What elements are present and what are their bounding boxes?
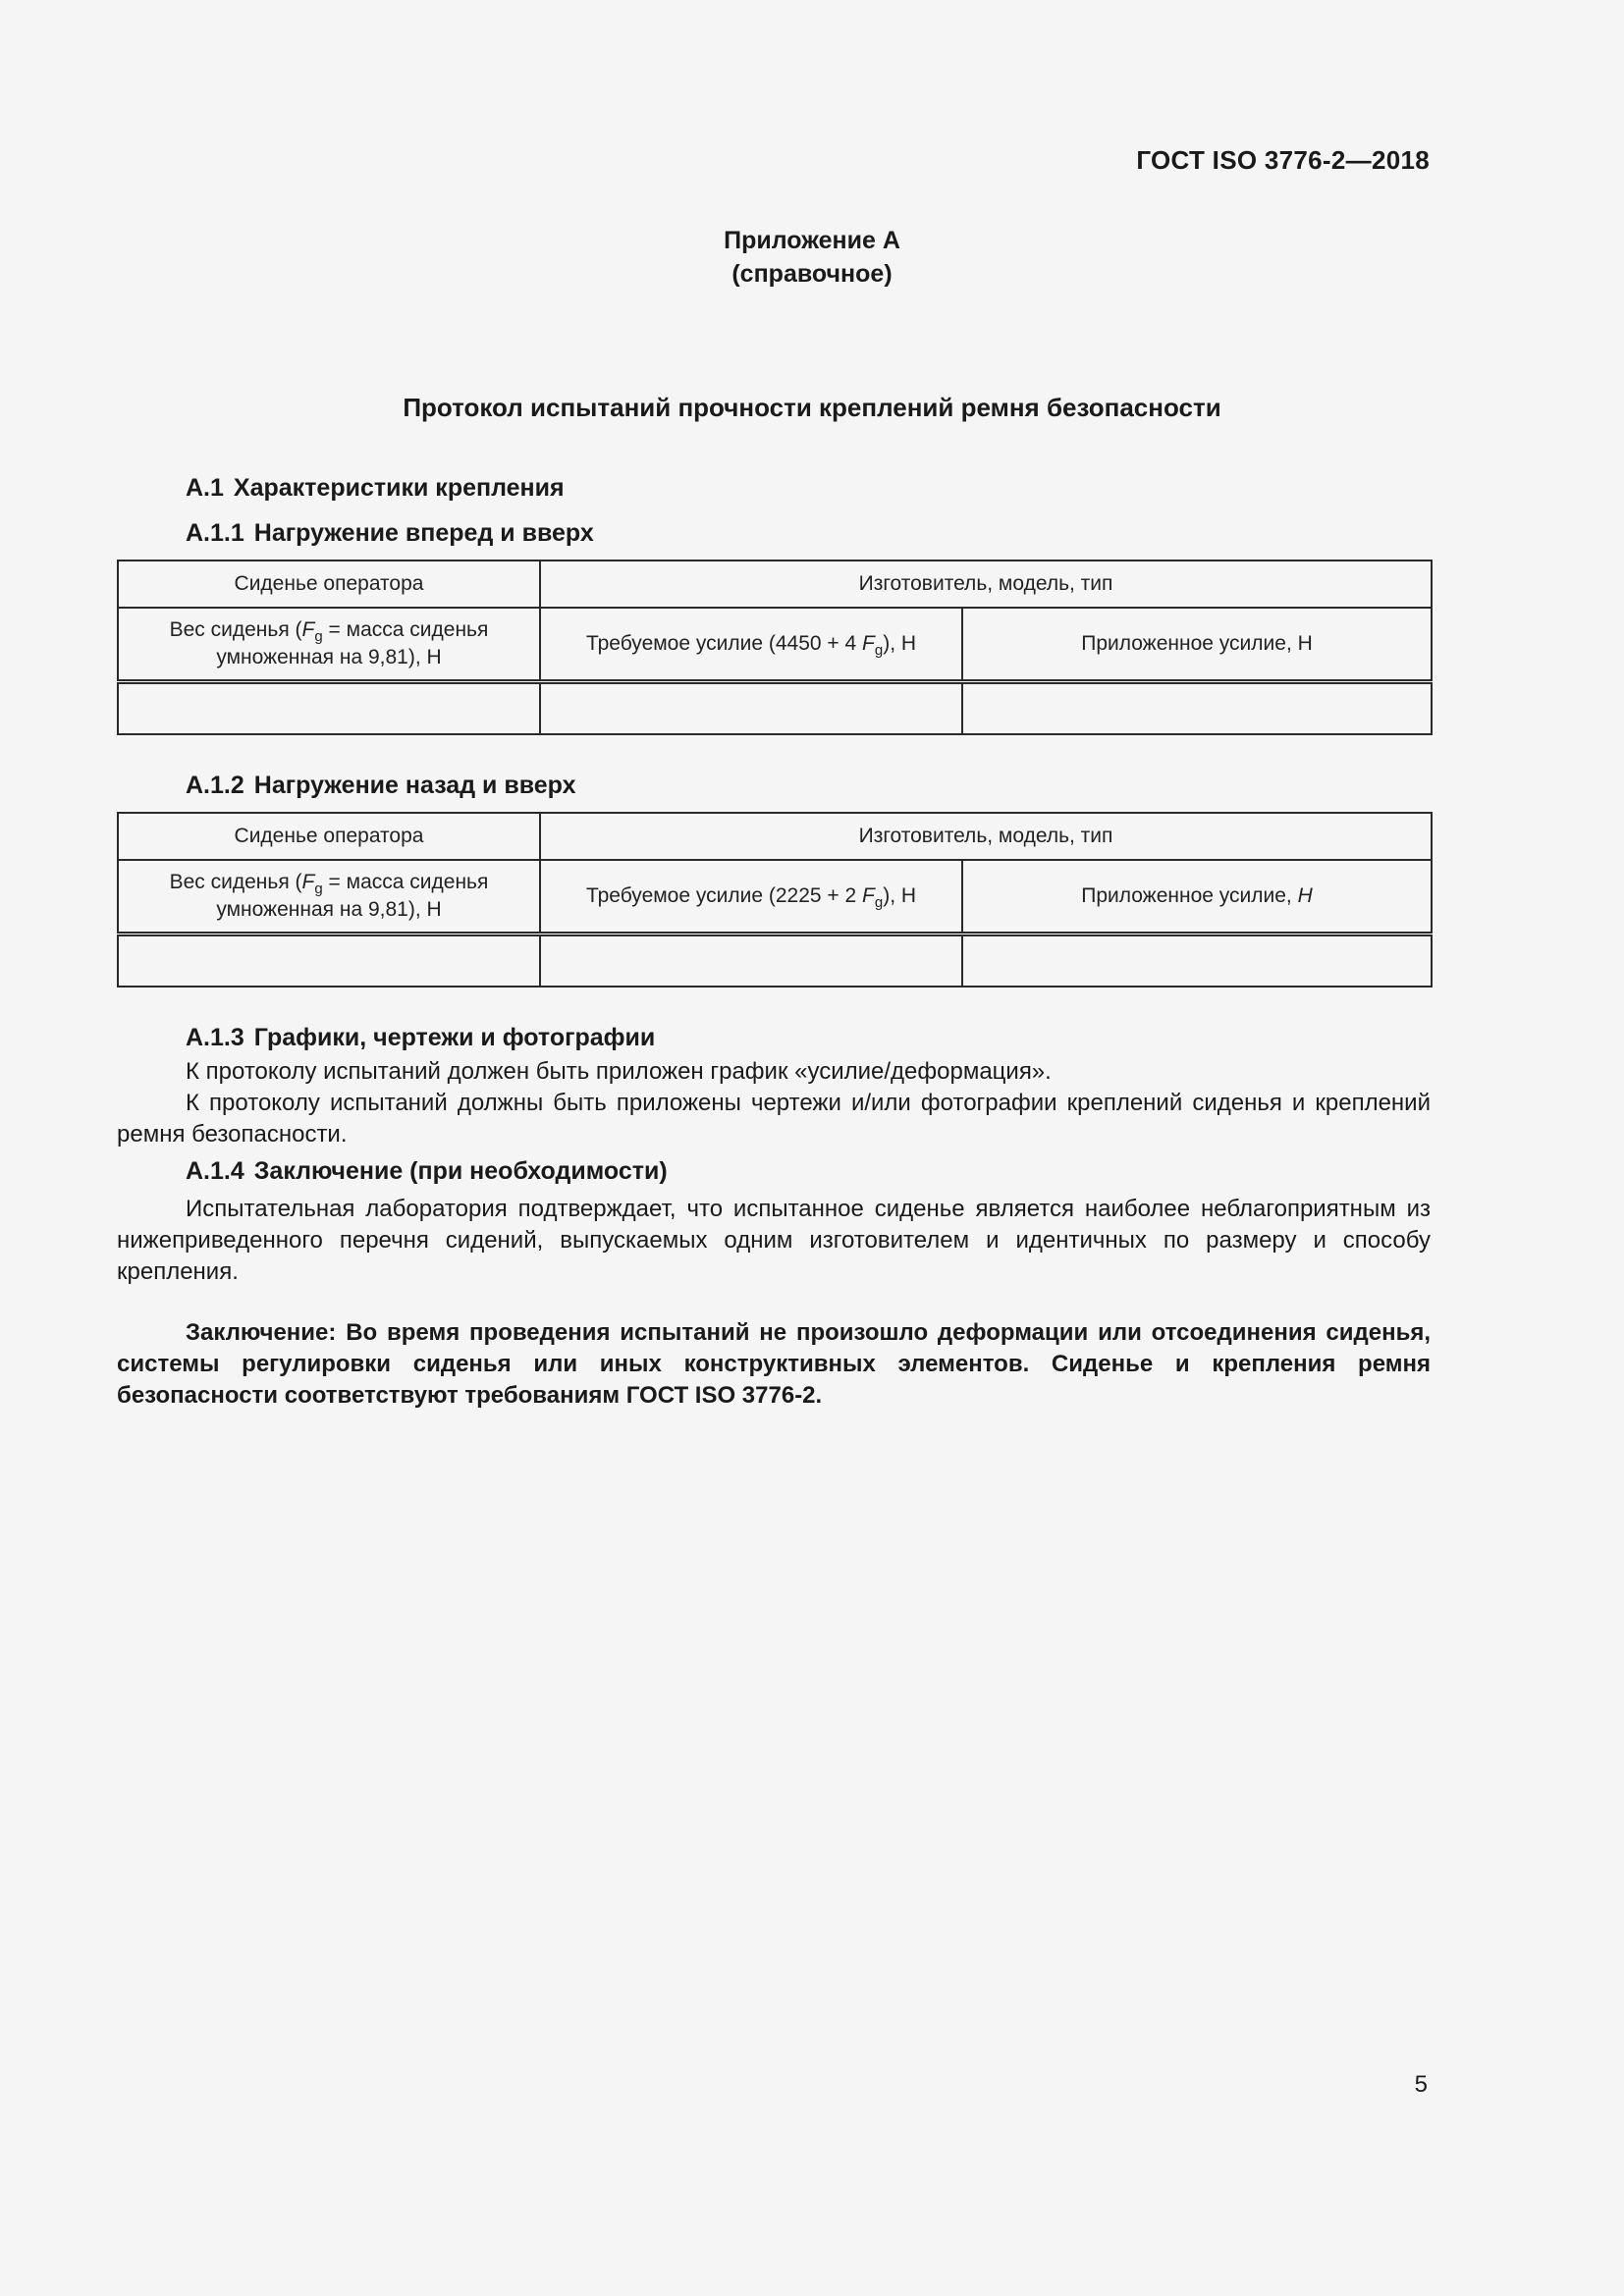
table-cell-applied-force: Приложенное усилие, Н [962,860,1432,934]
table-cell-empty[interactable] [540,682,962,735]
section-number: А.1.3 [186,1024,244,1051]
table-cell-seat-weight: Вес сиденья ($F_g$ = масса сиденья умноженная на 9,81), Н [118,860,540,934]
table-cell-required-force: Требуемое усилие (2225 + 2 $F_g$), Н [540,860,962,934]
section-title: Характеристики крепления [233,474,565,502]
section-heading-a1 [117,471,1431,505]
annex-heading [0,224,1624,291]
table-cell-empty[interactable] [962,934,1432,988]
section-title: Заключение (при необходимости) [253,1157,668,1185]
section-heading-a11 [117,516,1431,550]
table-row [118,682,1432,735]
table-cell-empty[interactable] [118,934,540,988]
table-subheader-row [118,860,1432,934]
table-header-cell-seat: Сиденье оператора [118,813,540,860]
table-header-row [118,561,1432,608]
section-number: А.1.2 [186,772,244,799]
table-rearward-upward [117,812,1433,988]
table-cell-empty[interactable] [540,934,962,988]
table-row [118,934,1432,988]
section-heading-a14 [117,1154,1431,1188]
section-heading-a12 [117,769,1431,802]
table-cell-empty[interactable] [962,682,1432,735]
table-forward-upward [117,560,1433,735]
page-number: 5 [1414,2071,1428,2098]
section-title: Нагружение назад и вверх [253,772,576,799]
standard-number: ГОСТ ISO 3776-2—2018 [1136,145,1430,175]
paragraph: Испытательная лаборатория подтверждает, что испытанное сиденье является наиболее неблагоприятным из нижеприведенного перечня сидений, выпускаемых одним изготовителем и идентичных по размеру и способу крепления. [117,1196,1431,1285]
table-header-cell-manufacturer: Изготовитель, модель, тип [540,813,1432,860]
conclusion-paragraph: Заключение: Во время проведения испытаний не произошло деформации или отсоединения сиденья, системы регулировки сиденья или иных конструктивных элементов. Сиденье и крепления ремня безопасности соответствуют требованиям ГОСТ ISO 3776-2. [117,1319,1431,1409]
section-title: Графики, чертежи и фотографии [253,1024,656,1051]
annex-title: Приложение А [724,227,900,254]
table-header-cell-manufacturer: Изготовитель, модель, тип [540,561,1432,608]
section-number: А.1.4 [186,1157,244,1185]
document-title: Протокол испытаний прочности креплений ремня безопасности [403,393,1221,422]
document-body [117,471,1431,1412]
annex-kind: (справочное) [731,260,893,288]
section-number: А.1.1 [186,519,244,547]
paragraph: К протоколу испытаний должен быть приложен график «усилие/деформация». [186,1058,1052,1085]
table-cell-seat-weight: Вес сиденья ($F_g$ = масса сиденья умноженная на 9,81), Н [118,608,540,682]
table-header-row [118,813,1432,860]
table-header-cell-seat: Сиденье оператора [118,561,540,608]
table-cell-empty[interactable] [118,682,540,735]
table-cell-required-force: Требуемое усилие (4450 + 4 $F_g$), Н [540,608,962,682]
section-title: Нагружение вперед и вверх [253,519,594,547]
section-number: А.1 [186,474,224,502]
section-heading-a13 [117,1021,1431,1054]
table-subheader-row [118,608,1432,682]
paragraph: К протоколу испытаний должны быть приложены чертежи и/или фотографии креплений сиденья и креплений ремня безопасности. [117,1090,1431,1148]
table-cell-applied-force: Приложенное усилие, Н [962,608,1432,682]
